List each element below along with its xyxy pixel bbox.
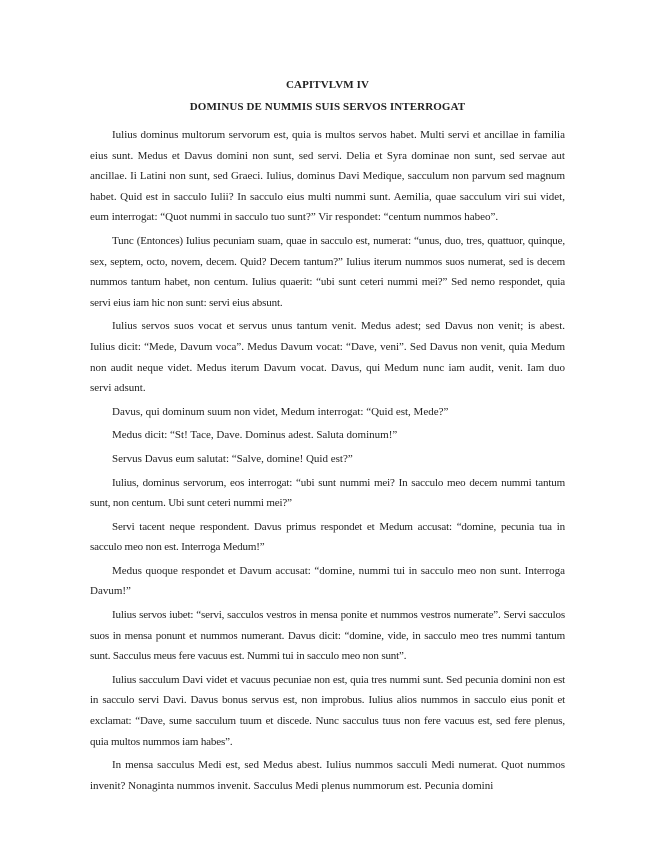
paragraph-2: Tunc (Entonces) Iulius pecuniam suam, quae in sacculo est, numerat: “unus, duo, tres, quattuor, quinque, sex, septem, octo, novem, decem. Quid? Decem tantum?” Iulius iterum nummos suos numerat, sed is decem nummos tantum habet, non centum. Iulius quaerit: “ubi sunt ceteri nummi mei?” Sed nemo respondet, quia servi eius iam hic non sunt: servi eius absunt. xyxy=(90,234,565,309)
paragraph-5: Medus dicit: “St! Tace, Dave. Dominus adest. Saluta dominum!” xyxy=(112,429,398,442)
paragraph-1: Iulius dominus multorum servorum est, quia is multos servos habet. Multi servi et ancillae in familia eius sunt. Medus et Davus domini non sunt, sed servi. Delia et Syra dominae non sunt, sed servae aut ancillae. Ii Latini non sunt, sed Graeci. Iulius, dominus Davi Medique, sacculum non parvum sed magnum habet. Quid est in sacculo Iulii? In sacculo eius multi nummi sunt. Aemilia, quae sacculum viri sui videt, eum interrogat: “Quot nummi in sacculo tuo sunt?” Vir respondet: “centum nummos habeo”. xyxy=(90,129,565,224)
body-text xyxy=(90,125,565,799)
paragraph-9: Medus quoque respondet et Davum accusat: “domine, nummi tui in sacculo meo non sunt. Interroga Davum!” xyxy=(90,564,565,598)
paragraph-7: Iulius, dominus servorum, eos interrogat: “ubi sunt nummi mei? In sacculo meo decem nummi tantum sunt, non centum. Ubi sunt ceteri nummi mei?” xyxy=(90,476,565,510)
paragraph-6: Servus Davus eum salutat: “Salve, domine! Quid est?” xyxy=(112,452,353,465)
paragraph-10: Iulius servos iubet: “servi, sacculos vestros in mensa ponite et nummos vestros numerate”. Servi sacculos suos in mensa ponunt et nummos numerant. Davus dicit: “domine, vide, in sacculo meo tres nummi tantum sunt. Sacculus meus fere vacuus est. Nummi tui in sacculo meo non sunt”. xyxy=(90,609,565,663)
paragraph-12: In mensa sacculus Medi est, sed Medus abest. Iulius nummos sacculi Medi numerat. Quot nummos invenit? Nonaginta nummos invenit. Sacculus Medi plenus nummorum est. Pecunia domini xyxy=(90,759,565,792)
chapter-number: CAPITVLVM IV xyxy=(286,79,369,91)
paragraph-8: Servi tacent neque respondent. Davus primus respondet et Medum accusat: “domine, pecunia tua in sacculo meo non est. Interroga Medum!” xyxy=(90,520,565,554)
paragraph-4: Davus, qui dominum suum non videt, Medum interrogat: “Quid est, Mede?” xyxy=(112,405,449,418)
paragraph-3: Iulius servos suos vocat et servus unus tantum venit. Medus adest; sed Davus non venit; is abest. Iulius dicit: “Mede, Davum voca”. Medus Davum vocat: “Dave, veni”. Sed Davus non venit, quia Medum non audit neque videt. Medus iterum Davum vocat. Davus, qui Medum nunc iam audit, venit. Iam duo servi adsunt. xyxy=(90,320,565,395)
chapter-title: DOMINUS DE NUMMIS SUIS SERVOS INTERROGAT xyxy=(189,101,466,113)
paragraph-11: Iulius sacculum Davi videt et vacuus pecuniae non est, quia tres nummi sunt. Sed pecunia domini non est in sacculo servi Davi. Davus bonus servus est, non improbus. Iulius alios nummos in sacculo eius ponit et exclamat: “Dave, sume sacculum tuum et discede. Nunc sacculus tuus non fere vacuus est, sed fere plenus, quia multos nummos iam habes”. xyxy=(90,673,565,748)
